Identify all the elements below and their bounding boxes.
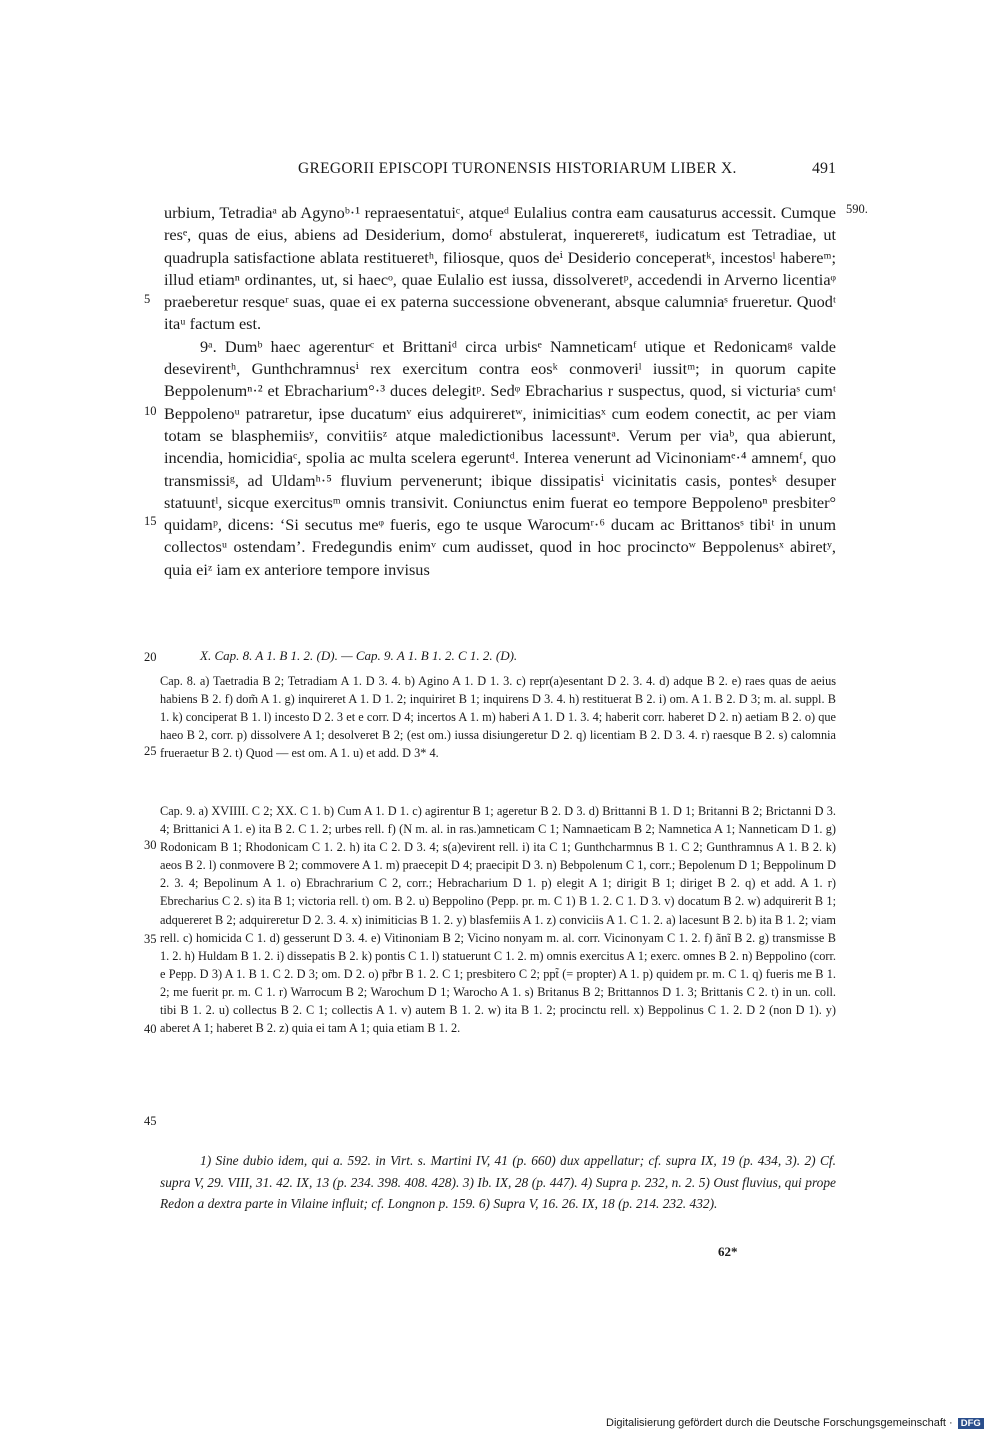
line-number: 35: [144, 932, 157, 946]
main-text: [164, 202, 836, 581]
page-number: 491: [812, 160, 836, 177]
margin-year: 590.: [846, 202, 868, 216]
paragraph: 9ᵃ. Dumᵇ haec agerenturᶜ et Brittaniᵈ circa urbisᵉ Namneticamᶠ utique et Redonicamᵍ valde desevirentʰ, Gunthchramnusⁱ rex exercitum contra eosᵏ conmoveriˡ iussitᵐ; in quorum capite Beppolenumⁿ·² et Ebracharium°·³ duces delegitᵖ. Sedᵠ Ebracharius r suspectus, quod, si victuriaˢ cumᵗ Beppolenoᵘ patraretur, ipse ducatumᵛ eius adquireretʷ, inimicitiasˣ cum eodem conectit, ac per viam totam se blasphemiisʸ, convitiisᶻ atque maledictionibus lacessuntᵃ. Verum per viaᵇ, qua abierunt, incendia, homicidiaᶜ, spolia ac multa scelera egeruntᵈ. Interea venerunt ad Vicinoniamᵉ·⁴ amnemᶠ, quo transmissiᵍ, ad Uldamʰ·⁵ fluvium pervenerunt; ibique dissipatisⁱ vicinitatis casis, pontesᵏ desuper statuuntˡ, sicque exercitusᵐ omnis transivit. Coniunctus enim fuerat eo tempore Beppolenoⁿ presbiter° quidamᵖ, dicens: ‘Si secutus meᵠ fueris, ego te usque Warocumʳ·⁶ ducam ac Brittanosˢ tibiᵗ in unum collectosᵘ ostendam’. Fredegundis enimᵛ cum audisset, quod in hoc procinctoʷ Beppolenusˣ abiretʸ, quia eiᶻ iam ex anteriore tempore invisus: [164, 336, 836, 579]
line-number: 40: [144, 1022, 157, 1036]
signature-mark: 62*: [718, 1244, 738, 1259]
apparatus-sigla: X. Cap. 8. A 1. B 1. 2. (D). — Cap. 9. A 1. B 1. 2. C 1. 2. (D).: [200, 648, 518, 663]
line-number: 25: [144, 744, 157, 758]
footnotes: [160, 1150, 836, 1215]
apparatus-cap9: [160, 802, 836, 1037]
line-number: 20: [144, 650, 157, 664]
line-number: 30: [144, 838, 157, 852]
footer: [606, 1417, 984, 1429]
running-title: GREGORII EPISCOPI TURONENSIS HISTORIARUM LIBER X.: [298, 160, 737, 177]
line-number: 5: [144, 292, 151, 306]
apparatus-entry: Cap. 8. a) Taetradia B 2; Tetradiam A 1. D 3. 4. b) Agino A 1. D 1. 3. c) repr(a)esentant D 2. 3. 4. d) adque B 2. e) raes quas de aeius habiens B 2. f) dom̃ A 1. g) inquireret A 1. D 1. 2; inquiriret B 1; inquirens D 3. 4. h) restituerat B 2. i) om. A 1. B 2. D 3; m. al. suppl. B 1. k) conciperat B 1. l) incesto D 2. 3 et e corr. D 4; incertos A 1. m) haberi A 1. D 1. 3. 4; haberit corr. haberet D 2. n) aetiam B 2. o) que haeo B 2, corr. p) dissolvere A 1; desolveret B 2; (est om.) iussa disiungeretur D 2. q) licentiam B 2. D 3. 4. r) raesque B 2. s) calomnia frueraetur B 2. t) Quod — est om. A 1. u) et add. D 3* 4.: [160, 674, 836, 761]
paragraph: urbium, Tetradiaᵃ ab Agynoᵇ·¹ repraesentatuiᶜ, atqueᵈ Eulalius contra eam causaturus accessit. Cumque resᵉ, quas de eius, abiens ad Desiderium, domoᶠ abstulerat, inquereretᵍ, iudicatum est Tetradiae, ut quadrupla satisfactione ablata restitueretʰ, filiosque, quos deⁱ Desiderio conceperatᵏ, incestosˡ habereᵐ; illud etiamⁿ ordinantes, ut, si haecᵒ, quae Eulalio est iussa, dissolveretᵖ, accedendi in Arverno licentiaᵠ praeberetur resqueʳ suas, quae ei ex paterna successione obvenerant, absque calumniaˢ frueretur. Quodᵗ itaᵘ factum est.: [164, 203, 836, 334]
footnote-text: 1) Sine dubio idem, qui a. 592. in Virt. s. Martini IV, 41 (p. 660) dux appellatur; cf. supra IX, 19 (p. 434, 3). 2) Cf. supra V, 29. VIII, 31. 42. IX, 13 (p. 234. 398. 408. 428). 3) Ib. IX, 28 (p. 447). 4) Supra p. 232, n. 2. 5) Oust fluvius, qui prope Redon a dextra parte in Vilaine influit; cf. Longnon p. 159. 6) Supra V, 16. 26. IX, 18 (p. 214. 232. 432).: [160, 1153, 836, 1212]
line-number: 15: [144, 514, 157, 528]
apparatus-cap8: [160, 672, 836, 762]
line-number: 45: [144, 1114, 157, 1128]
apparatus-entry: Cap. 9. a) XVIIII. C 2; XX. C 1. b) Cum A 1. D 1. c) agirentur B 1; ageretur B 2. D 3. d) Brittanni B 1. D 1; Britanni B 2; Brictanni D 3. 4; Brittanici A 1. e) ita B 2. C 1. 2; urbes rell. f) (N m. al. in ras.)amneticam C 1; Namnaeticam B 2; Namnetica A 1; Nanneticam D 1. g) Rodonicam B 1; Rhodonicam C 1. 2. h) ita C 2. D 3. 4; s(a)evirent rell. i) ita C 1; Gunthcharmnus B 1. C 2; Gunthramnus A 1. B 2. k) aeos B 2. l) conmovere B 2; commovere A 1. m) praecepit D 4; praecipit D 3. n) Bebpolenum C 1, corr.; Bepolenum D 1; Beppolinum D 2. 3. 4; Bepolinum A 1. o) Ebrachrarium C 2, corr.; Hebracharium D 1. p) elegit A 1; dirigit B 1; diriget B 2. q) et add. A 1. r) Ebrecharius C 2. s) ita B 1; victoria rell. t) om. B 2. u) Beppolino (Pepp. pr. m. C 1) B 1. 2. C 1. D 3. v) docatum B 2. w) adquirerit B 1; adquereret B 2; adquireretur D 2. 3. 4. x) inimiticias B 1. 2. y) blasfemiis A 1. z) conviciis A 1. C 1. 2. a) lacesunt B 2. b) ita B 1. 2; viam rell. c) homicida C 1. d) gesserunt D 3. 4. e) Vitinoniam B 2; Vicino nonyam m. al. corr. Vicinonyam C 1. 2. f) ãnĩ B 2. g) transmisse B 1. 2. h) Huldam B 1. 2. i) dissepatis B 2. k) pontis C 1. l) statuerunt C 1. 2. m) omnis exercitus A 1; exerc. omnes B 2. n) Beppolino (corr. e Pepp. D 3) A 1. B 1. C 2. D 3; om. D 2. o) pr̃br B 1. 2. C 1; presbitero C 2; ppt̃ (= propter) A 1. p) quidem pr. m. C 1. q) fueris me B 1. 2; me fuerit pr. m. C 1. r) Warrocum B 2; Warochum D 1; Warocho A 1. s) Britanus B 2; Brittannos D 1. 3; Brittanis C 2. t) in un. coll. tibi B 1. 2. u) collectus B 2. C 1; collectis A 1. v) autem B 1. 2. w) ita B 1. 2; procinctu rell. x) Beppolinus C 1. 2. D 2 (non D 1). y) aberet A 1; haberet B 2. z) quia ei tam A 1; quia etiam B 1. 2.: [160, 804, 836, 1036]
footer-text: Digitalisierung gefördert durch die Deutsche Forschungsgemeinschaft ·: [606, 1417, 953, 1429]
line-number: 10: [144, 404, 157, 418]
dfg-logo: DFG: [958, 1418, 984, 1429]
